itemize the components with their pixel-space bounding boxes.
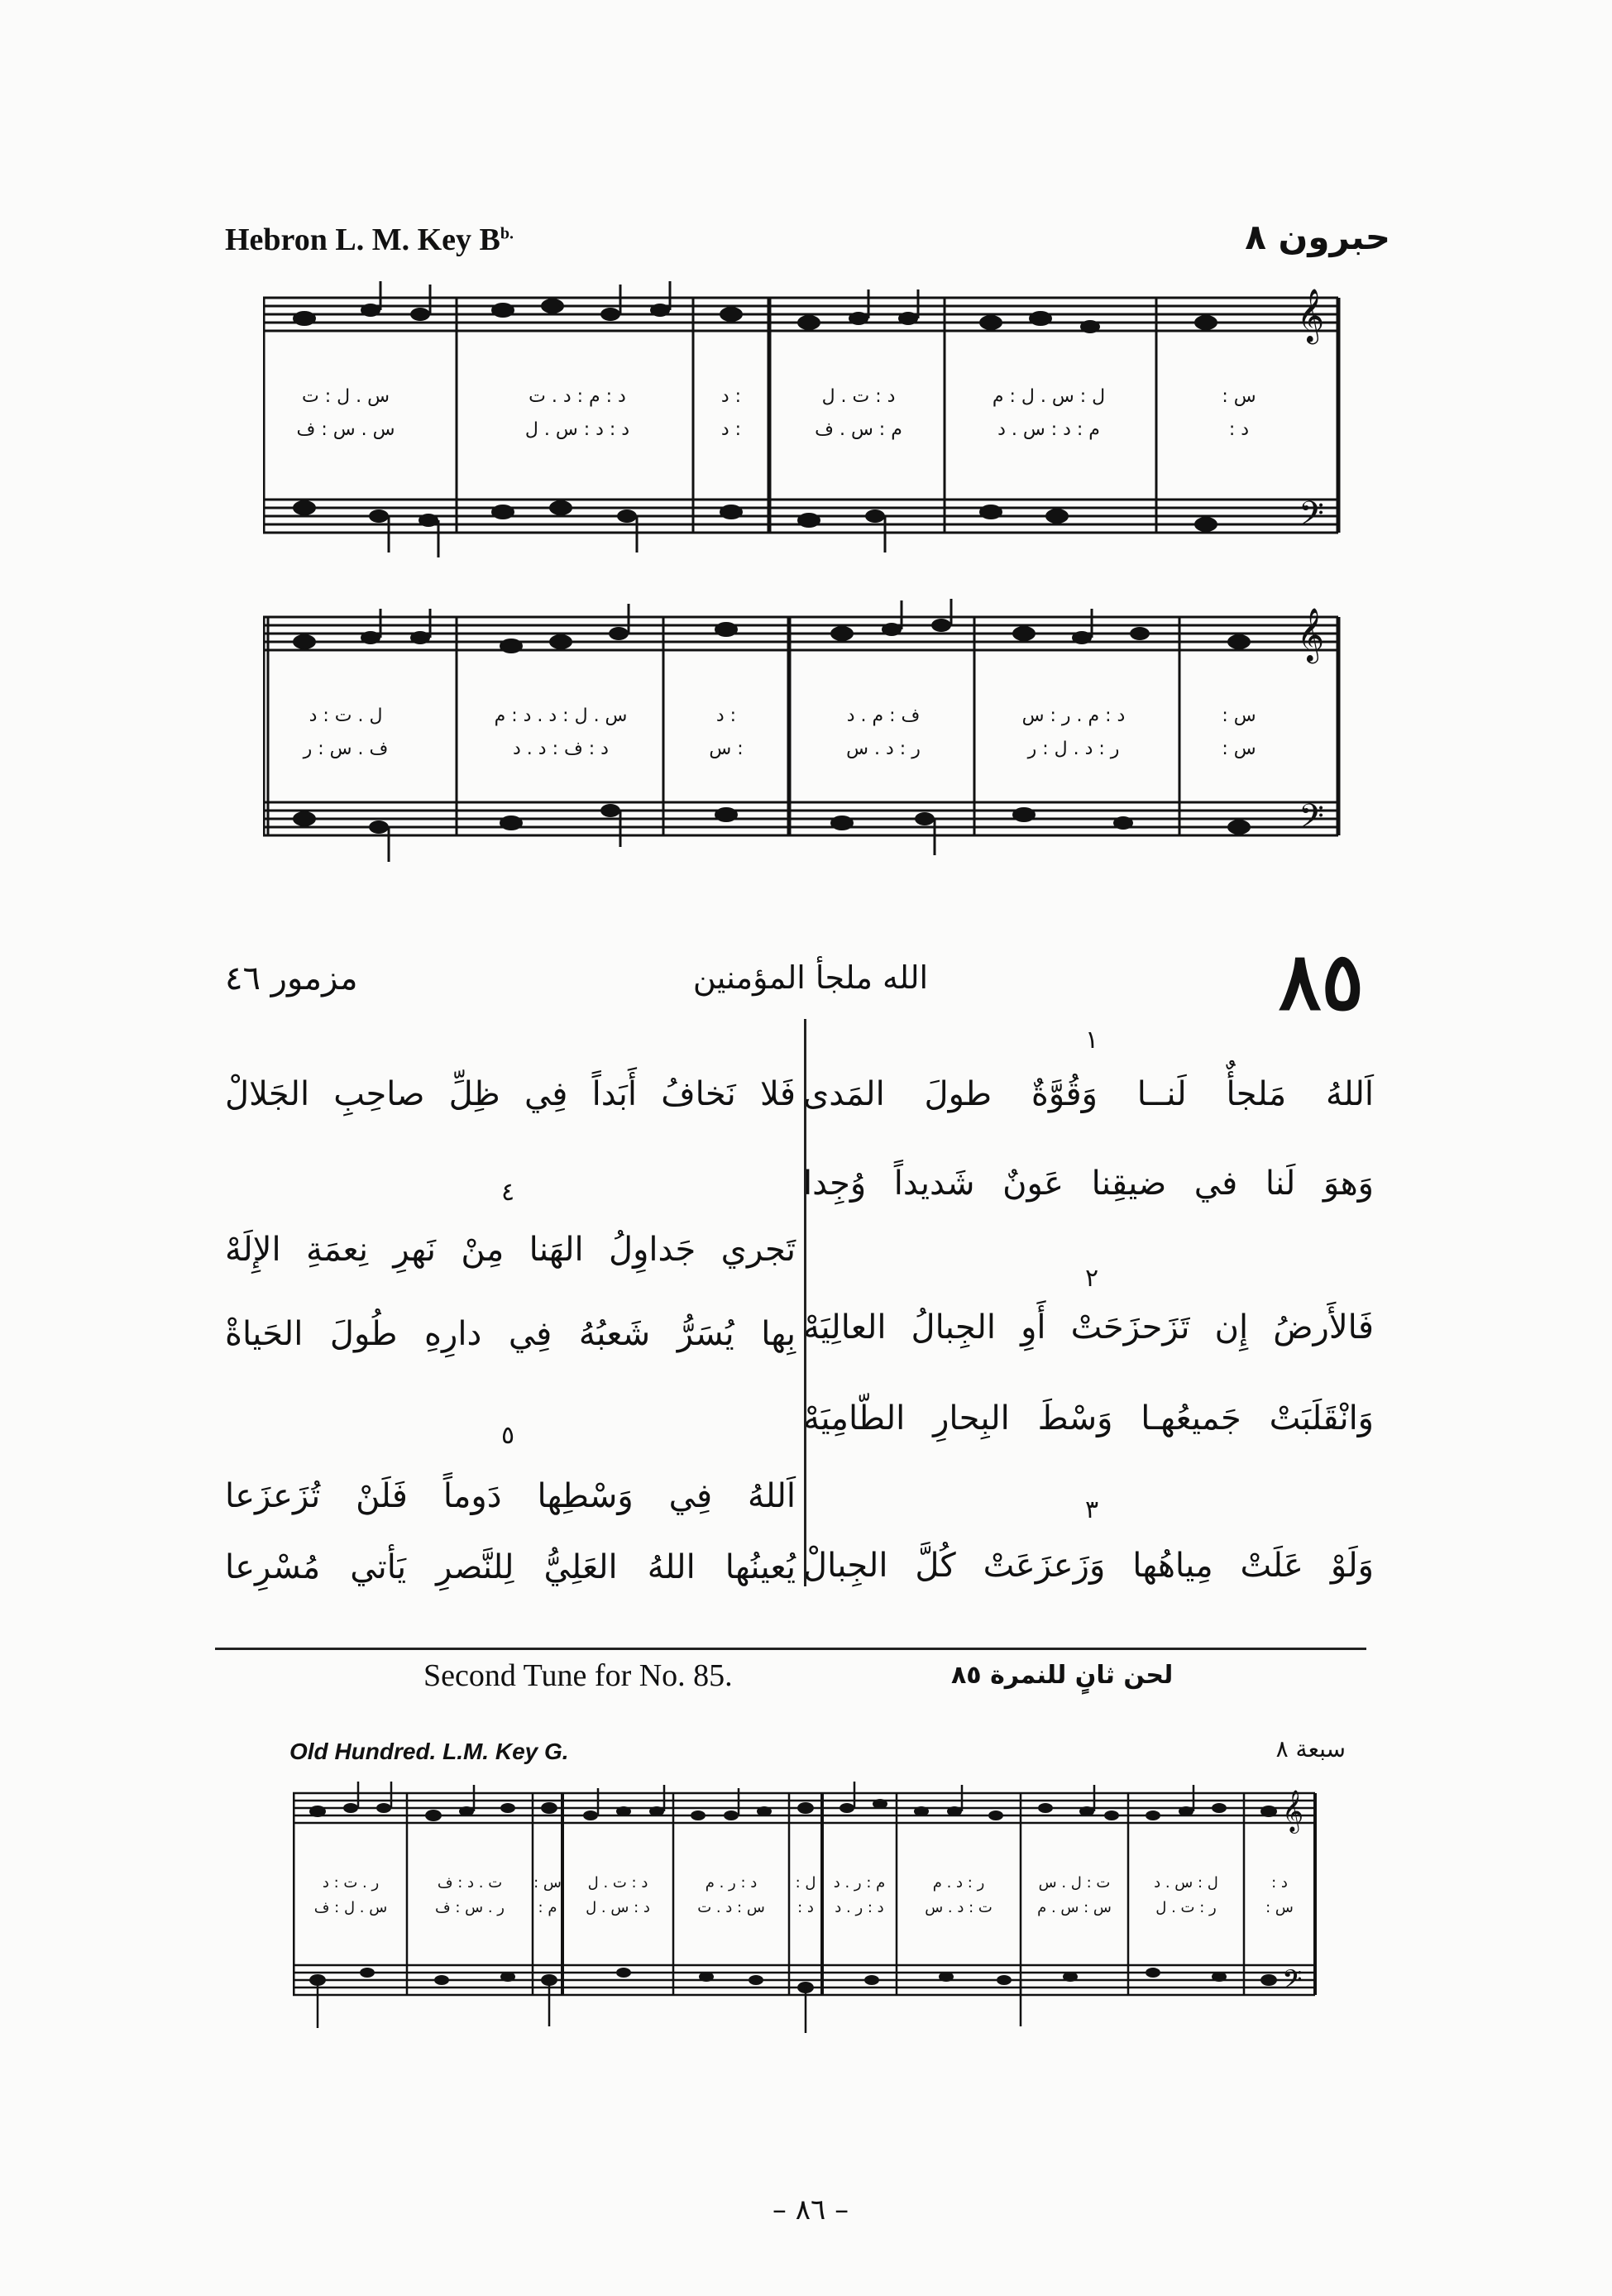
flat-sign: b.	[500, 224, 514, 243]
svg-text:ر . س : ف: ر . س : ف	[435, 1899, 505, 1916]
svg-text:د : ر . م: د : ر . م	[705, 1874, 758, 1892]
svg-text:ت : ل . س: ت : ل . س	[1038, 1874, 1111, 1892]
svg-text:د : ت . ل: د : ت . ل	[587, 1874, 648, 1892]
svg-text:د : س . ل: د : س . ل	[586, 1899, 650, 1916]
svg-text:: س: : س	[1222, 386, 1256, 407]
svg-text:س . ل : ت: س . ل : ت	[302, 386, 390, 407]
svg-text:ر : د . ل : ر: ر : د . ل : ر	[1027, 739, 1120, 759]
svg-text:𝄢: 𝄢	[1299, 797, 1324, 844]
verse-line: فَالأَرضُ إِن تَزَحزَحَتْ أَوِ الجِبالُ العالِيَهْ	[803, 1308, 1374, 1347]
svg-text:د :: د :	[720, 419, 742, 440]
second-tune-meter: سبعة ٨	[1275, 1735, 1346, 1763]
tune-header-right: حبرون ٨	[1245, 217, 1390, 257]
svg-text:𝄞: 𝄞	[1282, 1790, 1304, 1832]
tune-name: Hebron L. M. Key B	[225, 222, 500, 257]
svg-text:د : د : س . ل: د : د : س . ل	[524, 419, 630, 440]
svg-text:ر : ت . ل: ر : ت . ل	[1155, 1899, 1217, 1916]
svg-text:س . س : ف: س . س : ف	[296, 419, 395, 440]
svg-text:𝄞: 𝄞	[1297, 289, 1325, 342]
verse-line: تَجري جَداوِلُ الهَنا مِنْ نَهرِ نِعمَةِ الإِلَهْ	[225, 1231, 796, 1269]
svg-text:س :: س :	[709, 739, 744, 759]
section-rule	[215, 1648, 1366, 1650]
svg-text:ر : د . س: ر : د . س	[846, 739, 921, 759]
verse-number: ٣	[1084, 1495, 1099, 1524]
verse-line: اَللهُ فِي وَسْطِها دَوماً فَلَنْ تُزَعزَعا	[225, 1477, 796, 1515]
score-system-2	[263, 599, 1353, 870]
svg-text:ر : د . م: ر : د . م	[932, 1874, 985, 1892]
svg-text:د :: د :	[715, 706, 737, 726]
svg-text:م : د : س . د: م : د : س . د	[997, 419, 1100, 440]
svg-text:ف : م . د: ف : م . د	[846, 706, 921, 726]
svg-text:ل : س . ل : م: ل : س . ل : م	[992, 386, 1106, 407]
verse-line: وَهوَ لَنا في ضيقِنا عَونٌ شَديداً وُجِدا	[803, 1165, 1374, 1203]
hymn-title: الله ملجأ المؤمنين	[692, 959, 929, 996]
svg-text:𝄞: 𝄞	[1297, 608, 1325, 662]
verse-number: ٤	[500, 1178, 515, 1207]
svg-text:ل . ت : د: ل . ت : د	[309, 706, 383, 726]
verse-line: وَانْقَلَبَتْ جَميعُهـا وَسْطَ البِحارِ الطّامِيَهْ	[803, 1399, 1374, 1437]
svg-text:: د: : د	[1228, 419, 1250, 440]
page-number: – ٨٦ –	[772, 2193, 849, 2227]
second-tune-name: Old Hundred. L.M. Key G.	[289, 1739, 569, 1764]
svg-text:د : ف : د . د: د : ف : د . د	[513, 739, 609, 759]
svg-text:د : م . ر : س: د : م . ر : س	[1021, 706, 1126, 726]
svg-text:س : س . م: س : س . م	[1037, 1899, 1112, 1916]
verse-line: فَلا نَخافُ أَبَداً فِي ظِلِّ صاحِبِ الجَلالْ	[225, 1075, 796, 1113]
verse-number: ٥	[500, 1421, 515, 1450]
svg-text:ت : د . س: ت : د . س	[925, 1899, 993, 1916]
svg-text:: د: : د	[797, 1899, 814, 1916]
svg-text:𝄢: 𝄢	[1282, 1964, 1303, 2001]
svg-text:س . ل : ف: س . ل : ف	[313, 1899, 388, 1916]
svg-text:: س: : س	[1222, 739, 1256, 759]
svg-text:س . ل : د . د : م: س . ل : د . د : م	[494, 706, 628, 726]
tune-header-left	[225, 222, 514, 258]
svg-text:م : ر . د: م : ر . د	[833, 1874, 886, 1892]
verse-line: وَلَوْ عَلَتْ مِياهُها وَزَعزَعَتْ كُلَّ الجِبالْ	[803, 1547, 1374, 1585]
verse-line: يُعينُها اللهُ العَلِيُّ لِلنَّصرِ يَأتي مُسْرِعا	[225, 1548, 796, 1586]
svg-text:ر . ت : د: ر . ت : د	[322, 1874, 380, 1892]
second-tune-title-en: Second Tune for No. 85.	[423, 1658, 733, 1693]
svg-text:ل : س . د: ل : س . د	[1154, 1874, 1218, 1892]
svg-text:: د: : د	[1271, 1874, 1288, 1892]
second-tune-title-ar: لحن ثانٍ للنمرة ٨٥	[951, 1661, 1174, 1690]
svg-text:: ل: : ل	[795, 1874, 816, 1892]
svg-text:س : د . ت: س : د . ت	[697, 1899, 765, 1916]
score-old-hundred	[293, 1763, 1327, 2045]
svg-text:د : ر . د: د : ر . د	[835, 1899, 884, 1916]
svg-text:د :: د :	[720, 386, 742, 407]
verse-line: اَللهُ مَلجأٌ لَنــا وَقُوَّةٌ طولَ المَدى	[803, 1075, 1374, 1113]
svg-text:: س: : س	[533, 1874, 562, 1892]
score-system-1	[263, 280, 1353, 584]
svg-text:𝄢: 𝄢	[1299, 495, 1324, 541]
verse-number: ١	[1084, 1026, 1099, 1055]
svg-text:: س: : س	[1222, 706, 1256, 726]
verse-line: بِها يُسَرُّ شَعبُهُ فِي دارِهِ طُولَ الحَياةْ	[225, 1315, 796, 1353]
svg-text:: س: : س	[1265, 1899, 1294, 1916]
svg-text:د : م : د . ت: د : م : د . ت	[529, 386, 626, 407]
svg-text:ف . س : ر: ف . س : ر	[303, 739, 389, 759]
svg-text:: م: : م	[538, 1899, 557, 1916]
svg-text:م : س . ف: م : س . ف	[815, 419, 902, 440]
hymn-number: ٨٥	[1278, 935, 1364, 1028]
psalm-reference: مزمور ٤٦	[225, 959, 358, 997]
verse-number: ٢	[1084, 1264, 1099, 1293]
svg-text:د : ت . ل: د : ت . ل	[821, 386, 896, 407]
svg-text:ت . د : ف: ت . د : ف	[437, 1874, 503, 1892]
